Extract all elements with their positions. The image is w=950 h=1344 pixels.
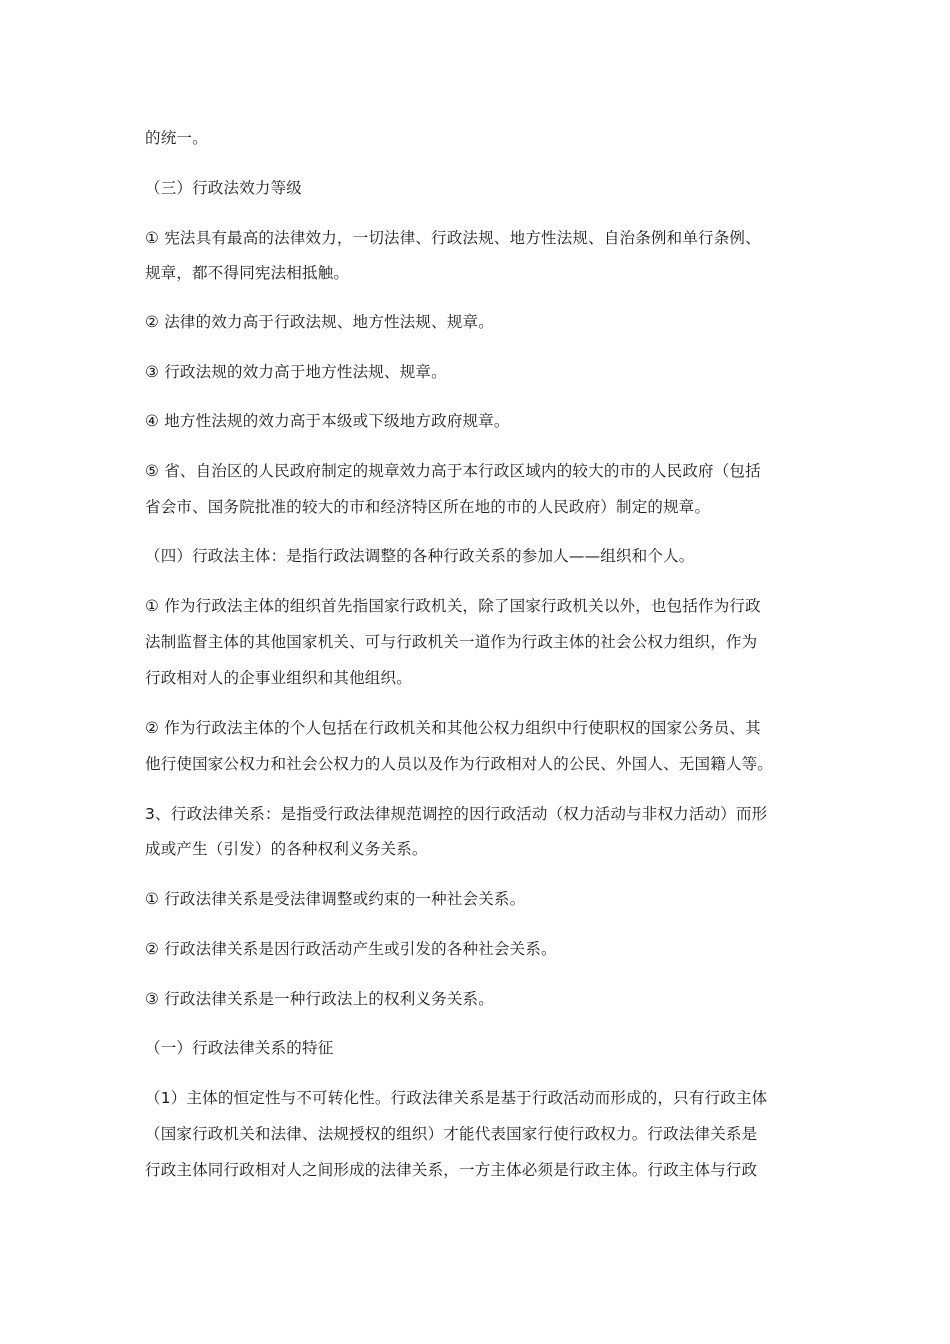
text-line: ② 作为行政法主体的个人包括在行政机关和其他公权力组织中行使职权的国家公务员、其 xyxy=(145,719,761,737)
text-line: 他行使国家公权力和社会公权力的人员以及作为行政相对人的公民、外国人、无国籍人等。 xyxy=(145,755,774,773)
text-line: 行政相对人的企事业组织和其他组织。 xyxy=(145,669,412,687)
text-line: 行政主体同行政相对人之间形成的法律关系，一方主体必须是行政主体。行政主体与行政 xyxy=(145,1161,758,1179)
text-line: 的统一。 xyxy=(145,129,208,147)
text-line: 成或产生（引发）的各种权利义务关系。 xyxy=(145,840,428,858)
section-heading: 3、行政法律关系：是指受行政法律规范调控的因行政活动（权力活动与非权力活动）而形 xyxy=(145,805,768,823)
text-line: ① 作为行政法主体的组织首先指国家行政机关，除了国家行政机关以外，也包括作为行政 xyxy=(145,597,761,615)
section-heading: （三）行政法效力等级 xyxy=(145,179,303,197)
text-line: ① 行政法律关系是受法律调整或约束的一种社会关系。 xyxy=(145,890,526,908)
text-line: ③ 行政法规的效力高于地方性法规、规章。 xyxy=(145,363,447,381)
text-line: ⑤ 省、自治区的人民政府制定的规章效力高于本行政区域内的较大的市的人民政府（包括 xyxy=(145,462,761,480)
section-heading: （四）行政法主体：是指行政法调整的各种行政关系的参加人——组织和个人。 xyxy=(145,547,695,565)
section-heading: （一）行政法律关系的特征 xyxy=(145,1039,334,1057)
text-line: ④ 地方性法规的效力高于本级或下级地方政府规章。 xyxy=(145,412,510,430)
text-line: 法制监督主体的其他国家机关、可与行政机关一道作为行政主体的社会公权力组织，作为 xyxy=(145,633,758,651)
text-line: ① 宪法具有最高的法律效力，一切法律、行政法规、地方性法规、自治条例和单行条例、 xyxy=(145,229,761,247)
text-line: ② 法律的效力高于行政法规、地方性法规、规章。 xyxy=(145,313,494,331)
text-line: 规章，都不得同宪法相抵触。 xyxy=(145,264,350,282)
text-line: 省会市、国务院批准的较大的市和经济特区所在地的市的人民政府）制定的规章。 xyxy=(145,498,711,516)
text-line: ② 行政法律关系是因行政活动产生或引发的各种社会关系。 xyxy=(145,940,557,958)
text-line: （国家行政机关和法律、法规授权的组织）才能代表国家行使行政权力。行政法律关系是 xyxy=(145,1125,758,1143)
text-line: （1）主体的恒定性与不可转化性。行政法律关系是基于行政活动而形成的，只有行政主体 xyxy=(145,1089,768,1107)
text-line: ③ 行政法律关系是一种行政法上的权利义务关系。 xyxy=(145,990,494,1008)
